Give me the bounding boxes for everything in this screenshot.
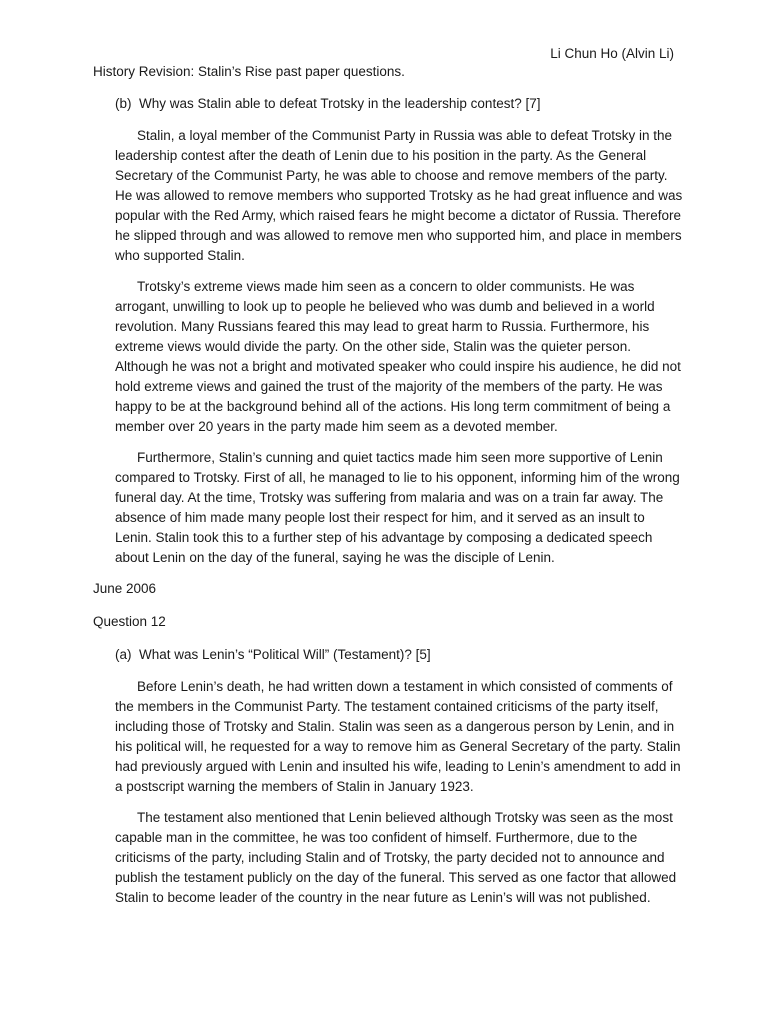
answer-a-paragraph-2: The testament also mentioned that Lenin believed although Trotsky was seen as the most capable man in the committee, he was too confident of himself. Furthermore, due to the criticisms of the party, including Stalin and of Trotsky, the party decided not to announce and publish the testament publicly on the day of the funeral. This served as one factor that allowed Stalin to become leader of the country in the near future as Lenin’s will was not published. [115, 810, 677, 905]
question-a-label: (a) [115, 647, 132, 662]
answer-a-paragraph-1: Before Lenin’s death, he had written down a testament in which consisted of comments of the members in the Communist Party. The testament contained criticisms of the party itself, including those of Trotsky and Stalin. Stalin was seen as a dangerous person by Lenin, and in his political will, he requested for a way to remove him as General Secretary of the party. Stalin had previously argued with Lenin and insulted his wife, leading to Lenin’s amendment to add in a postscript warning the members of Stalin in January 1923. [115, 679, 681, 794]
answer-b-paragraph-3: Furthermore, Stalin’s cunning and quiet tactics made him seen more supportive of Lenin compared to Trotsky. First of all, he managed to lie to his opponent, informing him of the wrong funeral day. At the time, Trotsky was suffering from malaria and was on a train far away. The absence of him made many people lost their respect for him, and it served as an insult to Lenin. Stalin took this to a further step of his advantage by composing a dedicated speech about Lenin on the day of the funeral, saying he was the disciple of Lenin. [115, 450, 680, 565]
question-a-text: What was Lenin’s “Political Will” (Testament)? [5] [139, 647, 431, 662]
question-b-text: Why was Stalin able to defeat Trotsky in the leadership contest? [7] [139, 96, 541, 111]
section-date: June 2006 [93, 581, 157, 596]
answer-b-paragraph-2: Trotsky’s extreme views made him seen as a concern to older communists. He was arrogant, unwilling to look up to people he believed who was dumb and believed in a world revolution. Many Russians feared this may lead to great harm to Russia. Furthermore, his extreme views would divide the party. On the other side, Stalin was the quieter person. Although he was not a bright and motivated speaker who could inspire his audience, he did not hold extreme views and gained the trust of the majority of the members of the party. He was happy to be at the background behind all of the actions. His long term commitment of being a member over 20 years in the party made him seem as a devoted member. [115, 279, 681, 434]
question-b [115, 94, 683, 114]
author-name: Li Chun Ho (Alvin Li) [550, 46, 674, 61]
document-title: History Revision: Stalin’s Rise past paper questions. [93, 64, 405, 79]
section-question-number: Question 12 [93, 614, 166, 629]
answer-b-paragraph-1: Stalin, a loyal member of the Communist Party in Russia was able to defeat Trotsky in the leadership contest after the death of Lenin due to his position in the party. As the General Secretary of the Communist Party, he was able to choose and remove members of the party. He was allowed to remove members who supported Trotsky as he had great influence and was popular with the Red Army, which raised fears he might become a dictator of Russia. Therefore he slipped through and was allowed to remove men who supported him, and place in members who supported Stalin. [115, 128, 683, 263]
question-a [115, 645, 683, 665]
question-b-label: (b) [115, 96, 132, 111]
document-body [93, 62, 683, 919]
